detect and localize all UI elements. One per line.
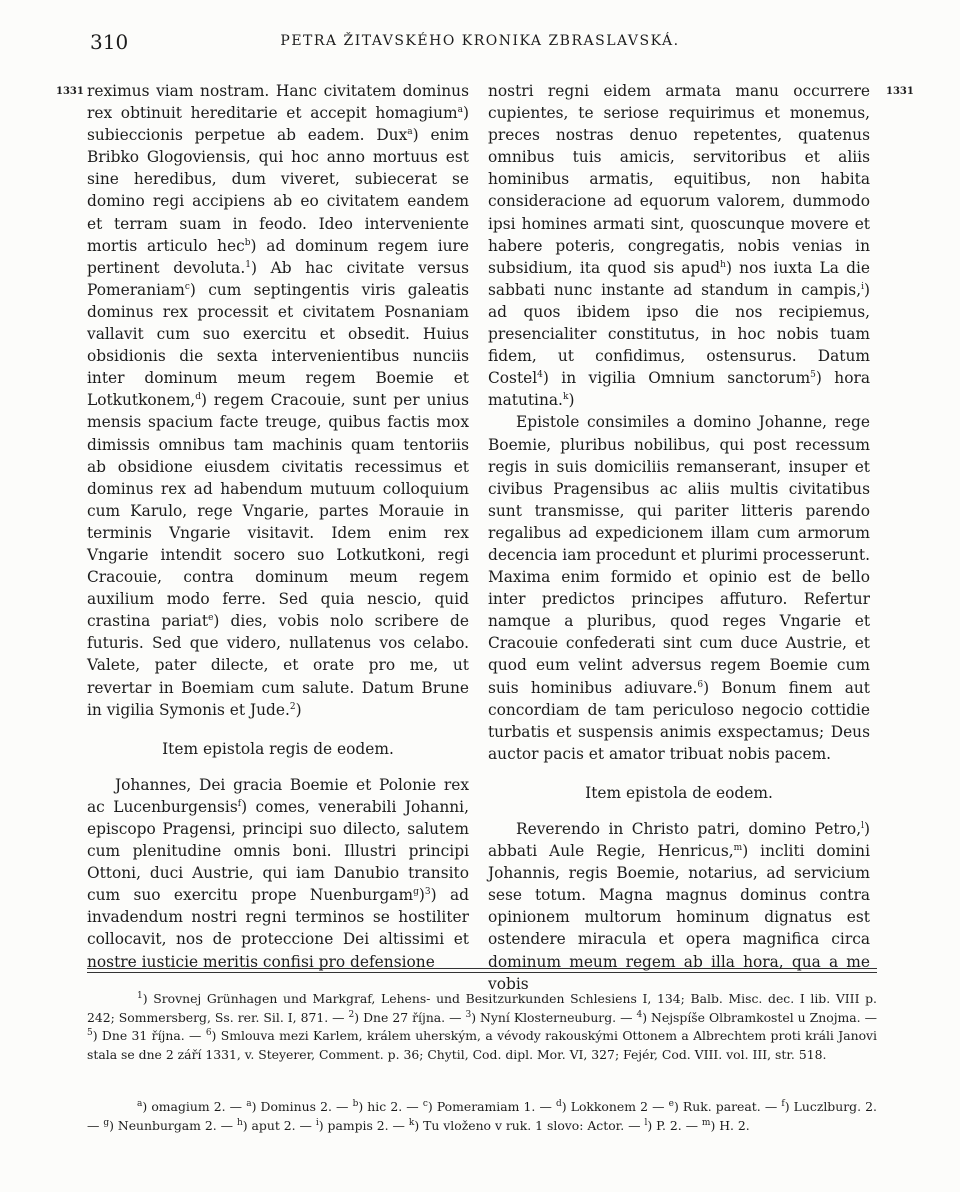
margin-year-left: 1331 [56, 86, 84, 97]
variant-footnotes [87, 1098, 877, 1135]
note-marker: c [184, 281, 190, 292]
note-marker: e [208, 613, 214, 624]
note-marker: 6 [205, 1028, 212, 1039]
footnote-rule [87, 968, 877, 969]
note-marker: 3 [465, 1009, 472, 1020]
note-marker: f [237, 798, 242, 809]
note-marker: d [195, 392, 201, 403]
note-marker: b [352, 1098, 359, 1109]
note-marker: 6 [697, 679, 704, 690]
note-marker: k [562, 392, 569, 403]
right-paragraph-1: nostri regni eidem armata manu occurrere cupientes, te seriose requirimus et monemus, preces nostras denuo repetentes, quatenus omnibus tuis amicis, servitoribus et aliis hominibus armatis, equitibus, non habita consideracione ad equorum valorem, dummodo ipsi homines armati sint, quoscunque movere et habere poteris, congregatis, nobis venias in subsidium, ita quod sis apud$^h$) nos iuxta La die sabbati nunc instante ad standum in campis,$^i$) ad quos ibidem ipso die nos recipiemus, presencialiter constitutus, in hoc nobis tuam fidem, ut confidimus, ostensurus. Datum Costel$^4$) in vigilia Omnium sanctorum$^5$) hora matutina.$^k$) [488, 82, 871, 410]
left-column [87, 80, 469, 973]
note-marker: 4 [636, 1009, 643, 1020]
note-marker: 3 [424, 887, 431, 898]
note-marker: k [408, 1117, 415, 1128]
left-section-heading: Item epistola regis de eodem. [162, 739, 394, 758]
note-marker: a [407, 127, 413, 138]
note-marker: f [781, 1098, 785, 1109]
note-marker: a [457, 104, 463, 115]
note-marker: 1 [137, 990, 143, 1001]
note-marker: 2 [289, 701, 296, 712]
margin-year-right: 1331 [886, 86, 914, 97]
note-marker: m [733, 842, 743, 853]
running-head: PETRA ŽITAVSKÉHO KRONIKA ZBRASLAVSKÁ. [280, 33, 680, 49]
left-paragraph-2: Johannes, Dei gracia Boemie et Polonie rex ac Lucenburgensis$^f$) comes, venerabili Johanni, episcopo Pragensi, principi suo dilecto, salutem cum plenitudine omnis boni. Illustri principi Ottoni, duci Austrie, qui iam Danubio transito cum suo exercitu prope Nuenburgam$^g$)$^3$) ad invadendum nostri regni terminos se hostiliter collocavit, nos de proteccione Dei altissimi et nostre iusticie meritis confisi pro defensione [87, 775, 469, 971]
note-marker: b [244, 237, 251, 248]
note-marker: i [315, 1117, 319, 1128]
note-marker: 4 [537, 370, 543, 381]
note-marker: c [422, 1098, 428, 1109]
note-marker: l [861, 820, 864, 831]
note-marker: d [555, 1098, 562, 1109]
note-marker: g [413, 887, 419, 898]
note-marker: h [236, 1117, 243, 1128]
note-marker: g [103, 1117, 110, 1128]
right-section-heading: Item epistola de eodem. [585, 783, 773, 802]
note-marker: a [137, 1098, 143, 1109]
note-marker: 1 [245, 259, 251, 270]
note-marker: e [668, 1098, 674, 1109]
right-column [488, 80, 870, 995]
note-marker: a [246, 1098, 252, 1109]
right-paragraph-2: Epistole consimiles a domino Johanne, rege Boemie, pluribus nobilibus, qui post recessum regis in suis domiciliis remanserant, insuper et civibus Pragensibus ac aliis multis civitatibus sunt transmisse, qui pariter litteris parendo regalibus ad expedicionem illam cum armorum decencia iam procedunt et plurimi processerunt. Maxima enim formido et opinio est de bello inter predictos principes affuturo. Refertur namque a pluribus, quod reges Vngarie et Cracouie confederati sint cum duce Austrie, et quod eum velint adversus regem Boemie cum suis hominibus adiuvare.$^6$) Bonum finem aut concordiam de tam periculoso negocio cottidie turbatis et suspensis animis exspectamus; Deus auctor pacis et amator tribuat nobis pacem. [488, 413, 870, 763]
right-paragraph-3: Reverendo in Christo patri, domino Petro,$^l$) abbati Aule Regie, Henricus,$^m$) incliti domini Johannis, regis Boemie, notarius, ad servicium sese totum. Magna magnus dominus contra opinionem multorum hominum dignatus est ostendere miracula et opera magnifica circa dominum meum regem ab illa hora, qua a me vobis [488, 820, 870, 993]
note-marker: m [701, 1117, 711, 1128]
note-marker: 2 [348, 1009, 355, 1020]
note-marker: i [861, 281, 864, 292]
footnote-rule-second [87, 972, 877, 973]
note-marker: h [720, 259, 726, 270]
note-marker: l [644, 1117, 648, 1128]
left-paragraph-1: reximus viam nostram. Hanc civitatem dominus rex obtinuit hereditarie et accepit homagium$^a$) subieccionis perpetue ab eadem. Dux$^a$) enim Bribko Glogoviensis, qui hoc anno mortuus est sine heredibus, dum viveret, subiecerat se domino regi accipiens ab eo civitatem eandem et terram suam in feodo. Ideo interveniente mortis articulo hec$^b$) ad dominum regem iure pertinent devoluta.$^1$) Ab hac civitate versus Pomeraniam$^c$) cum septingentis viris galeatis dominus rex processit et civitatem Posnaniam vallavit cum suo exercitu et obsedit. Huius obsidionis die sexta intervenientibus nunciis inter dominum meum regem Boemie et Lotkutkonem,$^d$) regem Cracouie, sunt per unius mensis spacium facte treuge, quibus factis mox dimissis omnibus tam machinis quam tentoriis ab obsidione eiusdem civitatis recessimus et dominus rex ad habendum mutuum colloquium cum Karulo, rege Vngarie, partes Morauie in terminis Vngarie visitavit. Idem enim rex Vngarie intendit socero suo Lotkutkoni, regi Cracouie, contra dominum meum regem auxilium modo ferre. Sed quia nescio, quid crastina pariat$^e$) dies, vobis nolo scribere de futuris. Sed que videro, nullatenus vos celabo. Valete, pater dilecte, et orate pro me, ut revertar in Boemiam cum salute. Datum Brune in vigilia Symonis et Jude.$^2$) [87, 82, 469, 719]
source-footnotes-text: $^1$) Srovnej Grünhagen und Markgraf, Lehens- und Besitzurkunden Schlesiens I, 134; Balb. Misc. dec. I lib. VIII p. 242; Sommersberg, Ss. rer. Sil. I, 871. — $^2$) Dne 27 října. — $^3$) Nyní Klosterneuburg. — $^4$) Nejspíše Olbramkostel u Znojma. — $^5$) Dne 31 října. — $^6$) Smlouva mezi Karlem, králem uherským, a vévody rakouskými Ottonem a Albrechtem proti králi Janovi stala se dne 2 září 1331, v. Steyerer, Comment. p. 36; Chytil, Cod. dipl. Mor. VI, 327; Fejér, Cod. VIII. vol. III, str. 518. [87, 990, 878, 1062]
note-marker: 5 [87, 1028, 93, 1039]
source-footnotes [87, 990, 877, 1064]
page-number: 310 [90, 30, 129, 54]
variant-footnotes-text: $^a$) omagium 2. — $^a$) Dominus 2. — $^b$) hic 2. — $^c$) Pomeramiam 1. — $^d$) Lokkonem 2 — $^e$) Ruk. pareat. — $^f$) Luczlburg. 2. — $^g$) Neunburgam 2. — $^h$) aput 2. — $^i$) pampis 2. — $^k$) Tu vloženo v ruk. 1 slovo: Actor. — $^l$) P. 2. — $^m$) H. 2. [87, 1098, 877, 1133]
note-marker: 5 [810, 370, 816, 381]
